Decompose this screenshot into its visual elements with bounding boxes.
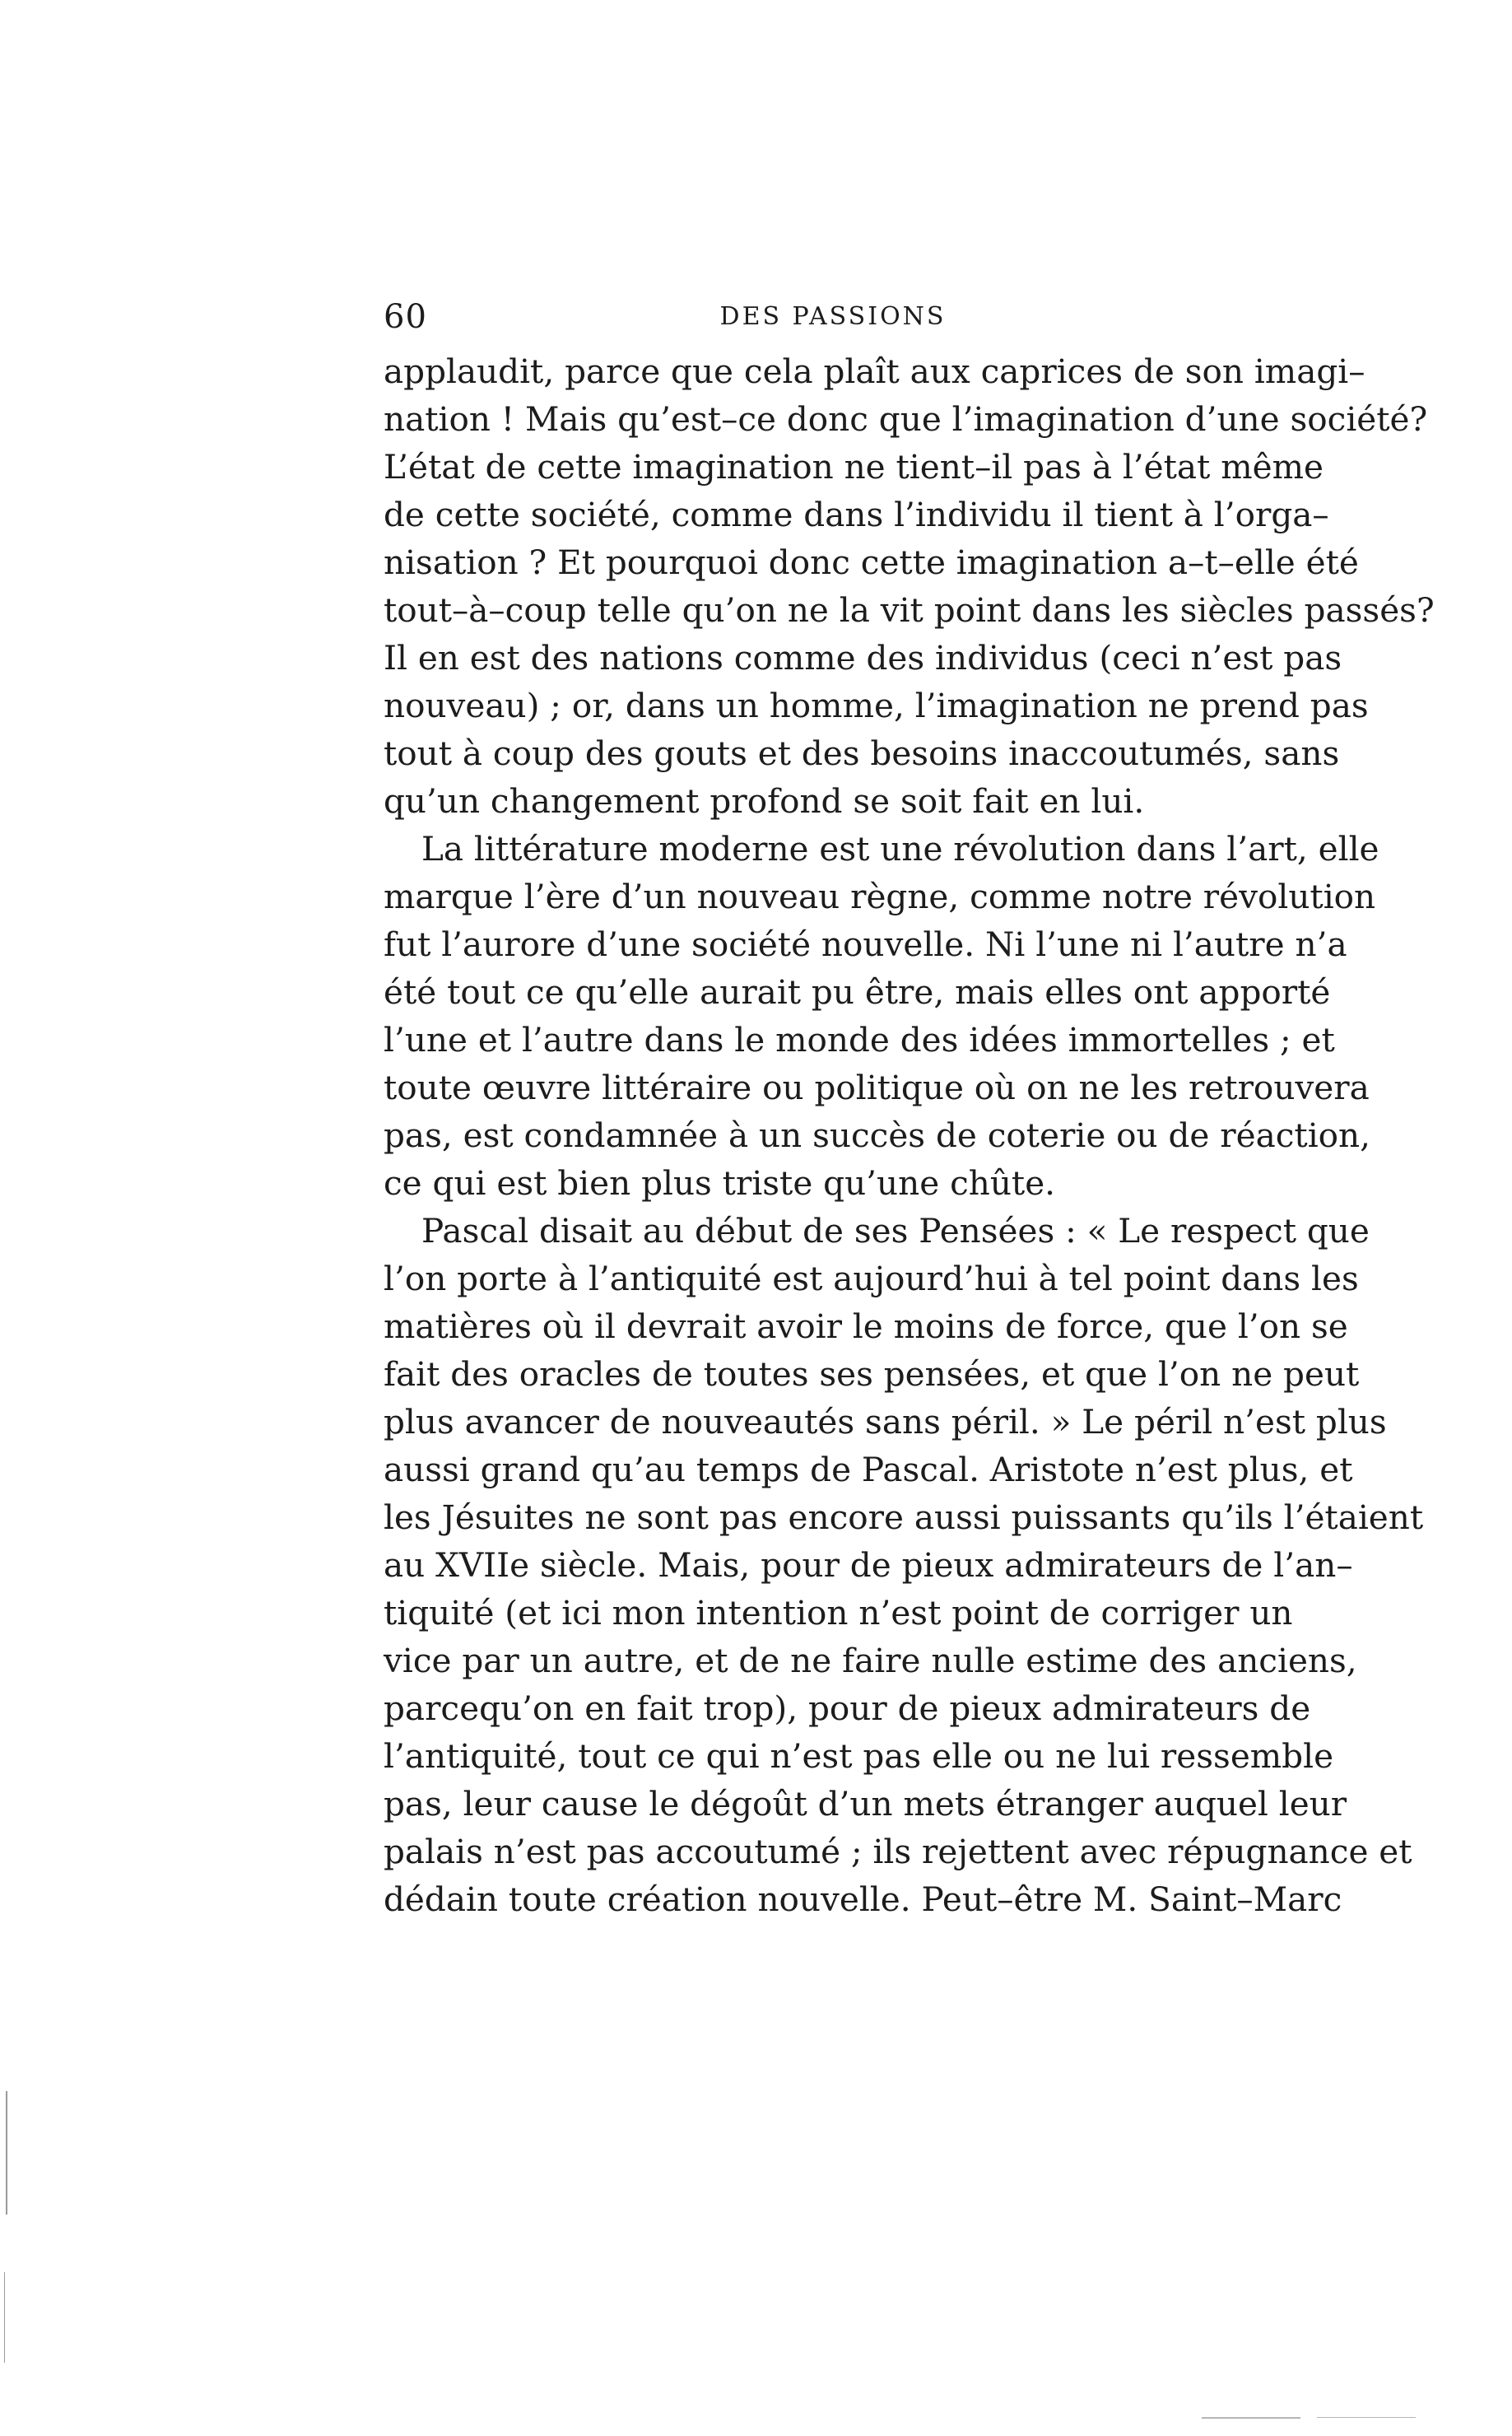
- text-line: L’état de cette imagination ne tient–il pas à l’état même: [384, 447, 1324, 487]
- text-line: l’antiquité, tout ce qui n’est pas elle ou ne lui ressemble: [384, 1736, 1334, 1776]
- text-line: nouveau) ; or, dans un homme, l’imagination ne prend pas: [384, 686, 1369, 725]
- body-text: [384, 347, 1435, 1923]
- scan-bottom-rule: [1317, 2417, 1416, 2418]
- text-line: de cette société, comme dans l’individu il tient à l’orga–: [384, 495, 1329, 534]
- text-line: ce qui est bien plus triste qu’une chûte.: [384, 1163, 1056, 1203]
- text-line: fait des oracles de toutes ses pensées, et que l’on ne peut: [384, 1354, 1360, 1394]
- running-title: DES PASSIONS: [719, 302, 947, 331]
- text-line: au XVIIe siècle. Mais, pour de pieux admirateurs de l’an–: [384, 1545, 1353, 1585]
- text-line: l’on porte à l’antiquité est aujourd’hui à tel point dans les: [384, 1259, 1359, 1298]
- text-line: nisation ? Et pourquoi donc cette imagination a–t–elle été: [384, 543, 1359, 582]
- text-line: tiquité (et ici mon intention n’est point de corriger un: [384, 1593, 1293, 1633]
- text-line: aussi grand qu’au temps de Pascal. Aristote n’est plus, et: [384, 1450, 1353, 1489]
- paragraph: [384, 1207, 1424, 1923]
- text-line: dédain toute création nouvelle. Peut–être M. Saint–Marc: [384, 1879, 1342, 1919]
- text-line: Il en est des nations comme des individus (ceci n’est pas: [384, 638, 1342, 678]
- text-line: pas, leur cause le dégoût d’un mets étranger auquel leur: [384, 1784, 1347, 1824]
- scan-margin-mark: [6, 2091, 7, 2215]
- scan-margin-mark: [4, 2272, 5, 2363]
- page-number: 60: [384, 298, 427, 336]
- running-head: [384, 292, 1282, 342]
- text-line: toute œuvre littéraire ou politique où on ne les retrouvera: [384, 1068, 1370, 1107]
- text-line: nation ! Mais qu’est–ce donc que l’imagination d’une société?: [384, 399, 1428, 439]
- paragraph: [384, 825, 1379, 1207]
- scan-bottom-rule: [1202, 2417, 1300, 2419]
- text-line: fut l’aurore d’une société nouvelle. Ni l’une ni l’autre n’a: [384, 925, 1347, 964]
- text-line: pas, est condamnée à un succès de coterie ou de réaction,: [384, 1116, 1371, 1155]
- text-line: plus avancer de nouveautés sans péril. » Le péril n’est plus: [384, 1402, 1387, 1442]
- text-line: Pascal disait au début de ses Pensées : « Le respect que: [421, 1211, 1370, 1251]
- text-line: applaudit, parce que cela plaît aux caprices de son imagi–: [384, 352, 1365, 391]
- text-line: La littérature moderne est une révolution dans l’art, elle: [421, 829, 1379, 869]
- text-line: matières où il devrait avoir le moins de force, que l’on se: [384, 1306, 1348, 1346]
- text-line: tout à coup des gouts et des besoins inaccoutumés, sans: [384, 734, 1340, 773]
- text-line: palais n’est pas accoutumé ; ils rejettent avec répugnance et: [384, 1832, 1412, 1871]
- text-line: marque l’ère d’un nouveau règne, comme notre révolution: [384, 877, 1376, 916]
- text-line: l’une et l’autre dans le monde des idées immortelles ; et: [384, 1020, 1335, 1060]
- text-line: vice par un autre, et de ne faire nulle estime des anciens,: [384, 1641, 1357, 1680]
- text-line: les Jésuites ne sont pas encore aussi puissants qu’ils l’étaient: [384, 1497, 1424, 1537]
- text-line: qu’un changement profond se soit fait en lui.: [384, 781, 1145, 821]
- text-line: été tout ce qu’elle aurait pu être, mais elles ont apporté: [384, 972, 1331, 1012]
- text-line: tout–à–coup telle qu’on ne la vit point dans les siècles passés?: [384, 590, 1435, 630]
- paragraph: [384, 347, 1435, 825]
- text-line: parcequ’on en fait trop), pour de pieux admirateurs de: [384, 1688, 1311, 1728]
